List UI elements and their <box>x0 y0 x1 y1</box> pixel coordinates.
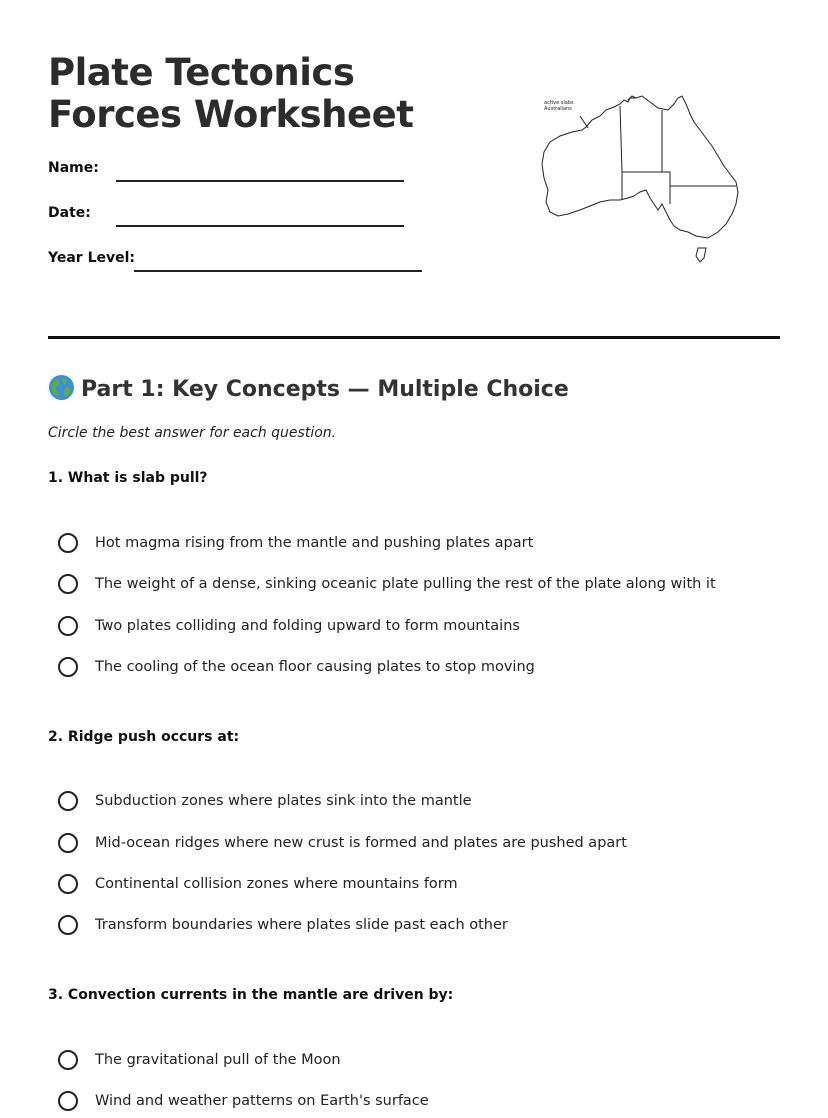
name-blank-line[interactable] <box>116 180 404 182</box>
question-1-text: 1. What is slab pull? <box>48 470 208 486</box>
question-2-text: 2. Ridge push occurs at: <box>48 729 240 745</box>
radio-circle-icon[interactable] <box>58 1050 78 1070</box>
option-label: Mid-ocean ridges where new crust is formed and plates are pushed apart <box>95 835 627 851</box>
radio-circle-icon[interactable] <box>58 616 78 636</box>
radio-circle-icon[interactable] <box>58 833 78 853</box>
radio-circle-icon[interactable] <box>58 574 78 594</box>
radio-circle-icon[interactable] <box>58 915 78 935</box>
date-field[interactable] <box>48 205 408 229</box>
year-level-label: Year Level: <box>48 250 136 266</box>
name-field[interactable] <box>48 160 408 184</box>
option-label: Transform boundaries where plates slide past each other <box>95 917 508 933</box>
option-label: The weight of a dense, sinking oceanic plate pulling the rest of the plate along with it <box>95 576 716 592</box>
map-caption-line2: Australians <box>544 106 572 112</box>
date-blank-line[interactable] <box>116 225 404 227</box>
option-label: Wind and weather patterns on Earth's surface <box>95 1093 429 1109</box>
date-label: Date: <box>48 205 91 221</box>
radio-circle-icon[interactable] <box>58 533 78 553</box>
part1-heading-text: Part 1: Key Concepts — Multiple Choice <box>81 377 569 402</box>
australia-map-image <box>540 92 750 268</box>
option-label: Subduction zones where plates sink into the mantle <box>95 793 472 809</box>
option-label: Continental collision zones where mountains form <box>95 876 458 892</box>
radio-circle-icon[interactable] <box>58 874 78 894</box>
page-title: Plate Tectonics Forces Worksheet <box>48 51 414 136</box>
option-label: The gravitational pull of the Moon <box>95 1052 341 1068</box>
radio-circle-icon[interactable] <box>58 1091 78 1111</box>
globe-icon <box>48 374 75 401</box>
worksheet-page <box>48 0 780 1118</box>
part1-heading <box>48 374 569 402</box>
name-label: Name: <box>48 160 99 176</box>
question-3-text: 3. Convection currents in the mantle are driven by: <box>48 987 454 1003</box>
year-level-blank-line[interactable] <box>134 270 422 272</box>
option-label: Two plates colliding and folding upward to form mountains <box>95 618 520 634</box>
section-divider <box>48 336 780 339</box>
option-label: Hot magma rising from the mantle and pushing plates apart <box>95 535 534 551</box>
radio-circle-icon[interactable] <box>58 657 78 677</box>
map-caption-line1: active slabs <box>544 100 574 106</box>
instructions-text: Circle the best answer for each question. <box>48 425 337 441</box>
option-label: The cooling of the ocean floor causing plates to stop moving <box>95 659 535 675</box>
radio-circle-icon[interactable] <box>58 791 78 811</box>
year-level-field[interactable] <box>48 250 428 274</box>
